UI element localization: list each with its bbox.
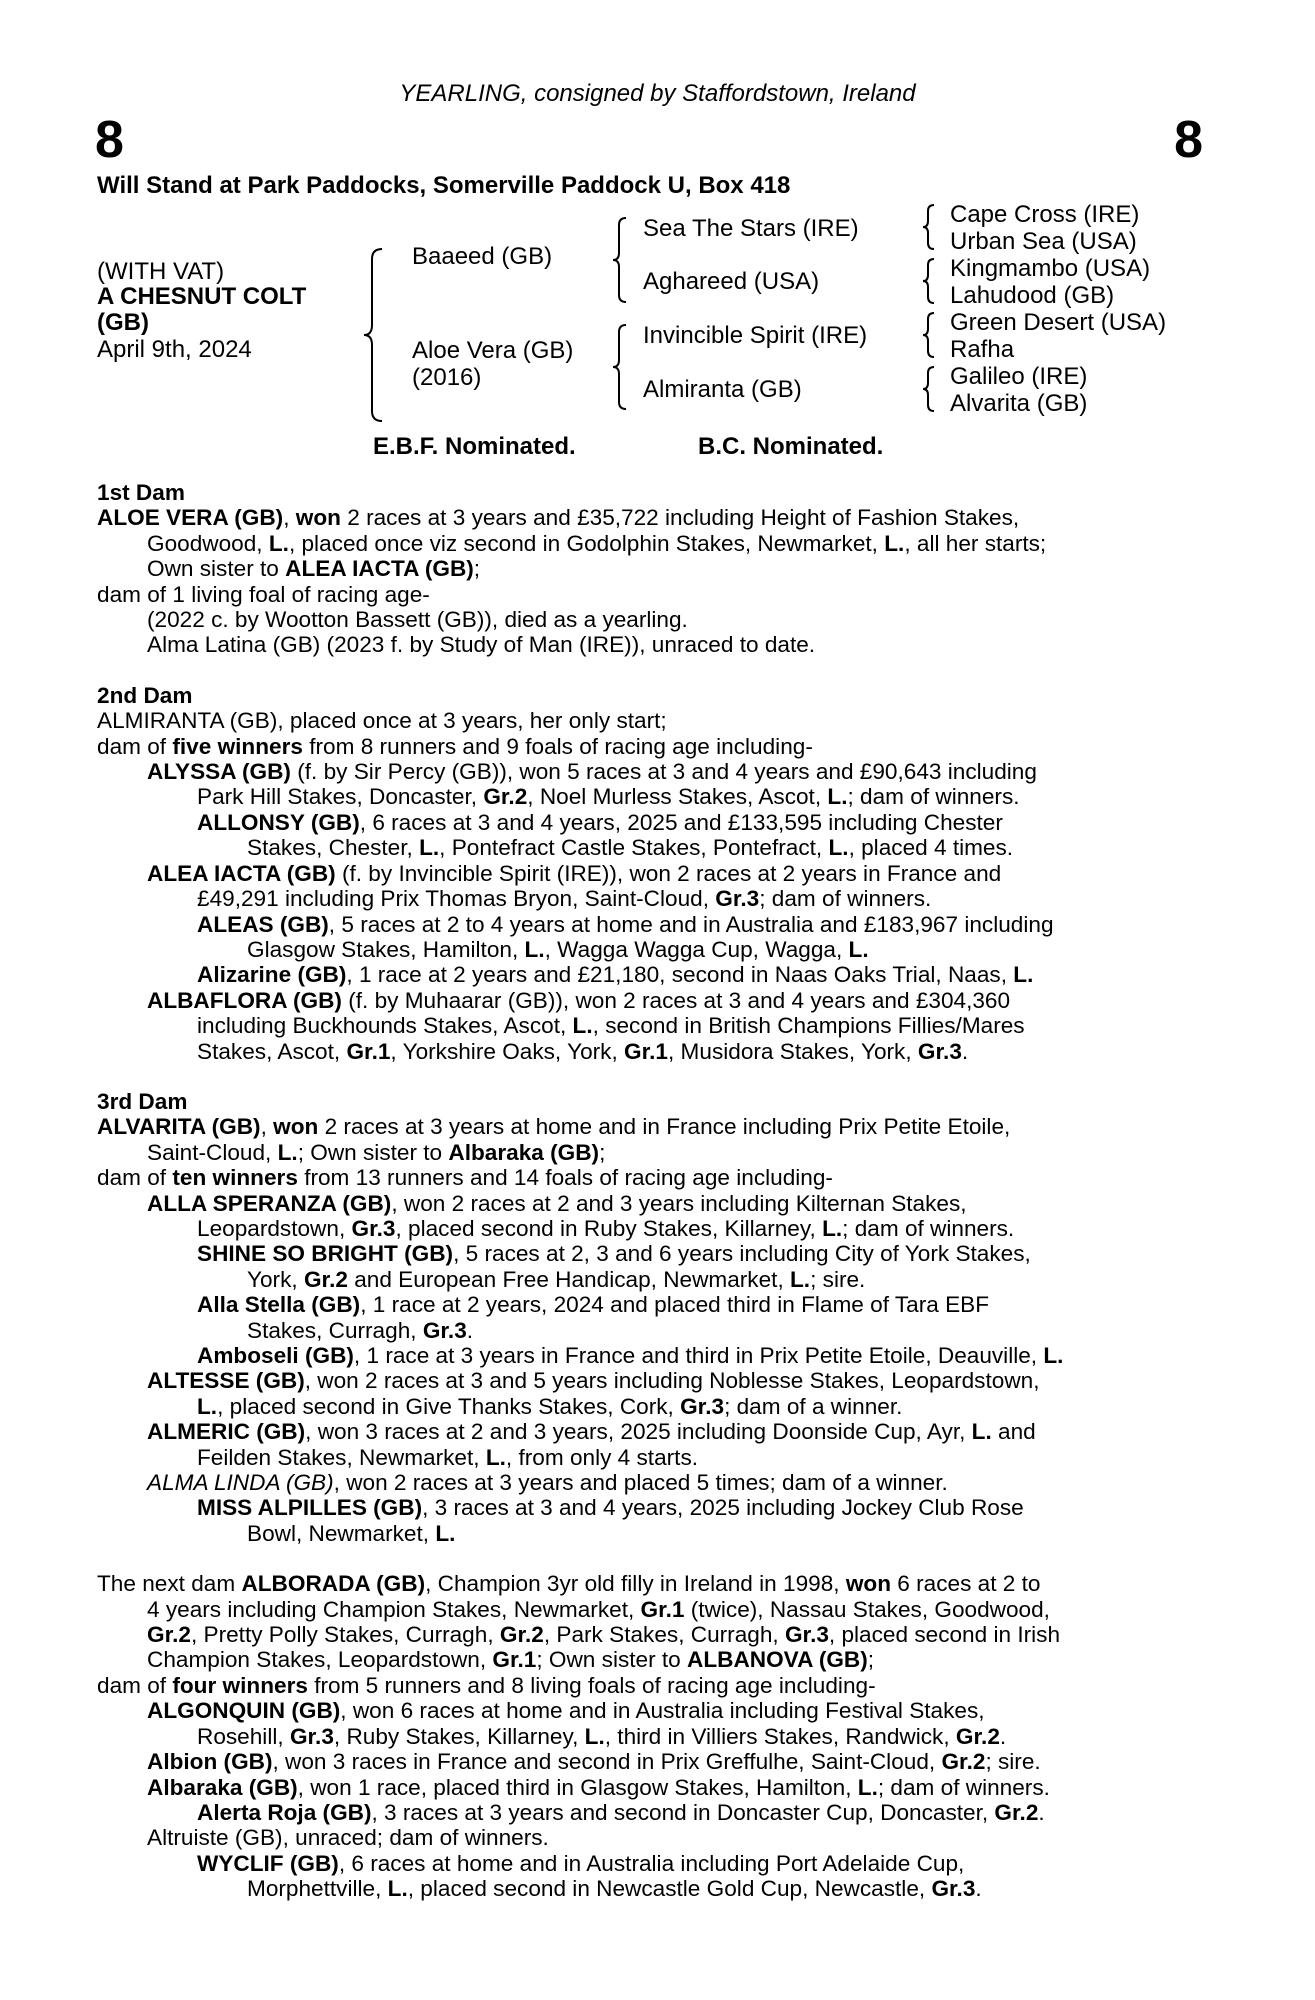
almeric-entry-2: Feilden Stakes, Newmarket, L., from only 4 starts. [197, 1444, 699, 1470]
next-dam-line-4: Champion Stakes, Leopardstown, Gr.1; Own sister to ALBANOVA (GB); [147, 1647, 875, 1673]
first-dam-heading: 1st Dam [97, 480, 185, 505]
grandsire-2: Kingmambo (USA) [950, 255, 1151, 282]
vat-note: (WITH VAT) [97, 258, 225, 285]
sire-sire: Sea The Stars (IRE) [643, 215, 859, 242]
pedigree-brace-dam [610, 322, 632, 412]
albion-entry: Albion (GB), won 3 races in France and second in Prix Greffulhe, Saint-Cloud, Gr.2; sire. [147, 1749, 1041, 1775]
next-dam-line-2: 4 years including Champion Stakes, Newmarket, Gr.1 (twice), Nassau Stakes, Goodwood, [147, 1596, 1050, 1622]
alla-stella-entry-2: Stakes, Curragh, Gr.3. [247, 1317, 474, 1343]
pedigree-brace-g1 [920, 202, 938, 252]
dam-sire: Invincible Spirit (IRE) [643, 322, 868, 349]
albaflora-entry-3: Stakes, Ascot, Gr.1, Yorkshire Oaks, York, Gr.1, Musidora Stakes, York, Gr.3. [197, 1038, 969, 1064]
alerta-roja-entry: Alerta Roja (GB), 3 races at 3 years and second in Doncaster Cup, Doncaster, Gr.2. [197, 1799, 1045, 1825]
wyclif-entry: WYCLIF (GB), 6 races at home and in Australia including Port Adelaide Cup, [197, 1850, 965, 1876]
alea-iacta-entry: ALEA IACTA (GB) (f. by Invincible Spirit (IRE)), won 2 races at 2 years in France and [147, 860, 1002, 886]
third-dam-line-1: ALVARITA (GB), won 2 races at 3 years at home and in France including Prix Petite Etoile, [97, 1114, 1011, 1140]
almeric-entry: ALMERIC (GB), won 3 races at 2 and 3 years, 2025 including Doonside Cup, Ayr, L. and [147, 1419, 1036, 1445]
pedigree-brace-main [360, 245, 390, 425]
granddam-1: Urban Sea (USA) [950, 228, 1137, 255]
first-dam-foal-1: (2022 c. by Wootton Bassett (GB)), died as a yearling. [147, 607, 688, 633]
granddam-2: Lahudood (GB) [950, 282, 1115, 309]
horse-name: A CHESNUT COLT [97, 283, 307, 310]
first-dam-line-1: ALOE VERA (GB), won 2 races at 3 years and £35,722 including Height of Fashion Stakes, [97, 505, 1020, 531]
albaflora-entry-2: including Buckhounds Stakes, Ascot, L., second in British Champions Fillies/Mares [197, 1013, 1025, 1039]
amboseli-entry: Amboseli (GB), 1 race at 3 years in France and third in Prix Petite Etoile, Deauville, L. [197, 1343, 1064, 1368]
first-dam-line-2: Goodwood, L., placed once viz second in Godolphin Stakes, Newmarket, L., all her starts; [147, 530, 1047, 556]
bc-nominated: B.C. Nominated. [698, 433, 884, 460]
granddam-4: Alvarita (GB) [950, 390, 1088, 417]
aleas-entry-2: Glasgow Stakes, Hamilton, L., Wagga Wagga Cup, Wagga, L. [247, 936, 869, 962]
alla-stella-entry: Alla Stella (GB), 1 race at 2 years, 2024 and placed third in Flame of Tara EBF [197, 1292, 990, 1318]
stand-location: Will Stand at Park Paddocks, Somerville Paddock U, Box 418 [97, 172, 791, 199]
shine-so-bright-entry-2: York, Gr.2 and European Free Handicap, Newmarket, L.; sire. [247, 1266, 866, 1292]
wyclif-entry-2: Morphettville, L., placed second in Newcastle Gold Cup, Newcastle, Gr.3. [247, 1876, 982, 1902]
alea-iacta-entry-2: £49,291 including Prix Thomas Bryon, Saint-Cloud, Gr.3; dam of winners. [197, 886, 932, 912]
pedigree-brace-g2 [920, 256, 938, 306]
first-dam-line-3: Own sister to ALEA IACTA (GB); [147, 556, 481, 582]
pedigree-brace-g3 [920, 310, 938, 360]
consignment-line: YEARLING, consigned by Staffordstown, Ireland [399, 80, 916, 107]
alyssa-entry: ALYSSA (GB) (f. by Sir Percy (GB)), won 5 races at 3 and 4 years and £90,643 including [147, 759, 1037, 785]
alla-speranza-entry-2: Leopardstown, Gr.3, placed second in Ruby Stakes, Killarney, L.; dam of winners. [197, 1215, 1015, 1241]
miss-alpilles-entry-2: Bowl, Newmarket, L. [247, 1520, 456, 1546]
albaraka-entry: Albaraka (GB), won 1 race, placed third in Glasgow Stakes, Hamilton, L.; dam of winners. [147, 1774, 1050, 1800]
catalogue-body [97, 480, 1207, 1902]
aleas-entry: ALEAS (GB), 5 races at 2 to 4 years at home and in Australia and £183,967 including [197, 911, 1054, 937]
third-dam-line-3: dam of ten winners from 13 runners and 14 foals of racing age including- [97, 1165, 833, 1191]
second-dam-line-1: ALMIRANTA (GB), placed once at 3 years, her only start; [97, 708, 667, 734]
grandsire-4: Galileo (IRE) [950, 363, 1088, 390]
shine-so-bright-entry: SHINE SO BRIGHT (GB), 5 races at 2, 3 and 6 years including City of York Stakes, [197, 1241, 1031, 1267]
alla-speranza-entry: ALLA SPERANZA (GB), won 2 races at 2 and 3 years including Kilternan Stakes, [147, 1190, 967, 1216]
third-dam-heading: 3rd Dam [97, 1088, 188, 1114]
alma-linda-entry: ALMA LINDA (GB), won 2 races at 3 years and placed 5 times; dam of a winner. [147, 1470, 948, 1496]
grandsire-1: Cape Cross (IRE) [950, 201, 1140, 228]
altesse-entry-2: L., placed second in Give Thanks Stakes, Cork, Gr.3; dam of a winner. [197, 1393, 903, 1419]
next-dam-line-1: The next dam ALBORADA (GB), Champion 3yr old filly in Ireland in 1998, won 6 races at 2 to [97, 1571, 1041, 1597]
alizarine-entry: Alizarine (GB), 1 race at 2 years and £21,180, second in Naas Oaks Trial, Naas, L. [197, 962, 1034, 988]
altesse-entry: ALTESSE (GB), won 2 races at 3 and 5 years including Noblesse Stakes, Leopardstown, [147, 1368, 1040, 1394]
albaflora-entry: ALBAFLORA (GB) (f. by Muhaarar (GB)), won 2 races at 3 and 4 years and £304,360 [147, 987, 1011, 1013]
altruiste-entry: Altruiste (GB), unraced; dam of winners. [147, 1825, 549, 1851]
pedigree-brace-g4 [920, 364, 938, 414]
algonquin-entry-2: Rosehill, Gr.3, Ruby Stakes, Killarney, L., third in Villiers Stakes, Randwick, Gr.2. [197, 1723, 1007, 1749]
foaling-date: April 9th, 2024 [97, 336, 252, 363]
allonsy-entry-2: Stakes, Chester, L., Pontefract Castle Stakes, Pontefract, L., placed 4 times. [247, 835, 1014, 861]
lot-number-right: 8 [1174, 111, 1203, 169]
horse-name-country: (GB) [97, 309, 149, 336]
ebf-nominated: E.B.F. Nominated. [373, 433, 576, 460]
dam: Aloe Vera (GB) [412, 337, 574, 364]
pedigree-brace-sire [610, 215, 632, 305]
sire-dam: Aghareed (USA) [643, 268, 820, 295]
second-dam-line-2: dam of five winners from 8 runners and 9 foals of racing age including- [97, 733, 813, 759]
algonquin-entry: ALGONQUIN (GB), won 6 races at home and in Australia including Festival Stakes, [147, 1698, 985, 1724]
dam-year: (2016) [412, 364, 482, 391]
sire: Baaeed (GB) [412, 243, 553, 270]
grandsire-3: Green Desert (USA) [950, 309, 1167, 336]
third-dam-line-2: Saint-Cloud, L.; Own sister to Albaraka (GB); [147, 1139, 606, 1165]
first-dam-foal-2: Alma Latina (GB) (2023 f. by Study of Man (IRE)), unraced to date. [147, 632, 816, 658]
alyssa-entry-2: Park Hill Stakes, Doncaster, Gr.2, Noel Murless Stakes, Ascot, L.; dam of winners. [197, 784, 1020, 810]
allonsy-entry: ALLONSY (GB), 6 races at 3 and 4 years, 2025 and £133,595 including Chester [197, 809, 1003, 835]
next-dam-line-5: dam of four winners from 5 runners and 8 living foals of racing age including- [97, 1672, 876, 1698]
second-dam-heading: 2nd Dam [97, 682, 193, 708]
dam-dam: Almiranta (GB) [643, 376, 802, 403]
next-dam-line-3: Gr.2, Pretty Polly Stakes, Curragh, Gr.2, Park Stakes, Curragh, Gr.3, placed second in Irish [147, 1622, 1061, 1648]
granddam-3: Rafha [950, 336, 1015, 363]
miss-alpilles-entry: MISS ALPILLES (GB), 3 races at 3 and 4 years, 2025 including Jockey Club Rose [197, 1495, 1024, 1521]
first-dam-line-4: dam of 1 living foal of racing age- [97, 581, 430, 607]
lot-number-left: 8 [95, 111, 124, 169]
